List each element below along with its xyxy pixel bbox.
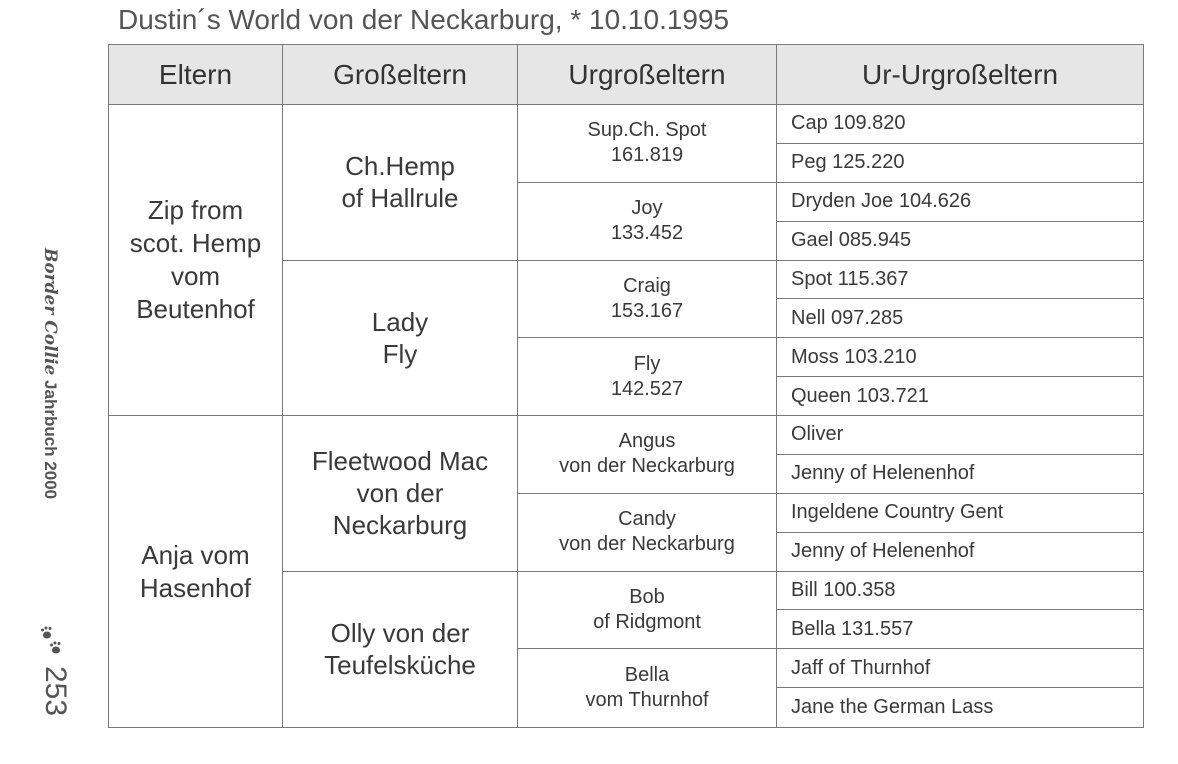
parent-cell: Zip from scot. Hemp vom Beutenhof	[109, 105, 283, 416]
great-grandparent-cell: Craig 153.167	[518, 261, 777, 339]
great-grandparent-cell: Bella vom Thurnhof	[518, 649, 777, 727]
great-great-grandparent-cell: Jaff of Thurnhof	[777, 649, 1143, 688]
page-title: Dustin´s World von der Neckarburg, * 10.10.1995	[118, 4, 730, 35]
great-great-grandparent-cell: Spot 115.367	[777, 261, 1143, 300]
great-grandparent-cell: Fly 142.527	[518, 338, 777, 416]
table-header-row	[109, 45, 1143, 105]
grandparent-cell: Ch.Hemp of Hallrule	[283, 105, 518, 261]
side-label-script-text: Border Collie	[40, 248, 60, 376]
great-great-grandparent-cell: Jane the German Lass	[791, 696, 994, 719]
great-grandparent-cell: Sup.Ch. Spot 161.819	[518, 105, 777, 183]
grandparent-cell: Lady Fly	[283, 261, 518, 417]
header-great-great-grandparents: Ur-Urgroßeltern	[861, 58, 1059, 90]
yearbook-side-label	[30, 248, 60, 528]
great-great-grandparent-cell: Dryden Joe 104.626	[777, 183, 1143, 222]
great-great-grandparent-cell: Peg 125.220	[777, 144, 1143, 183]
grandparent-cell: Fleetwood Mac von der Neckarburg	[283, 416, 518, 572]
great-great-grandparent-cell: Nell 097.285	[777, 299, 1143, 338]
great-great-grandparent-cell: Cap 109.820	[777, 105, 1143, 144]
great-grandparent-cell: Candy von der Neckarburg	[518, 494, 777, 572]
great-great-grandparent-cell: Moss 103.210	[777, 338, 1143, 377]
paw-prints-icon	[40, 626, 64, 660]
header-great-grandparents: Urgroßeltern	[518, 45, 777, 104]
great-great-grandparent-cell: Queen 103.721	[777, 377, 1143, 416]
side-label-plain-text: Jahrbuch 2000	[41, 380, 60, 500]
great-grandparent-cell: Joy 133.452	[518, 183, 777, 261]
grandparent-cell: Olly von der Teufelsküche	[283, 572, 518, 728]
header-grandparents: Großeltern	[283, 45, 518, 104]
page-number: 253	[39, 666, 72, 717]
great-great-grandparent-cell: Bella 131.557	[777, 610, 1143, 649]
pedigree-table	[108, 44, 1144, 728]
great-grandparent-cell: Angus von der Neckarburg	[518, 416, 777, 494]
great-great-grandparent-cell: Jenny of Helenenhof	[777, 533, 1143, 572]
great-great-grandparent-cell: Bill 100.358	[777, 572, 1143, 611]
great-great-grandparent-cell: Gael 085.945	[777, 222, 1143, 261]
great-grandparent-cell: Bob of Ridgmont	[518, 572, 777, 650]
great-great-grandparent-cell: Jenny of Helenenhof	[777, 455, 1143, 494]
great-great-grandparent-cell: Ingeldene Country Gent	[777, 494, 1143, 533]
parent-cell: Anja vom Hasenhof	[109, 416, 283, 727]
header-parents: Eltern	[109, 45, 283, 104]
great-great-grandparent-cell: Oliver	[777, 416, 1143, 455]
